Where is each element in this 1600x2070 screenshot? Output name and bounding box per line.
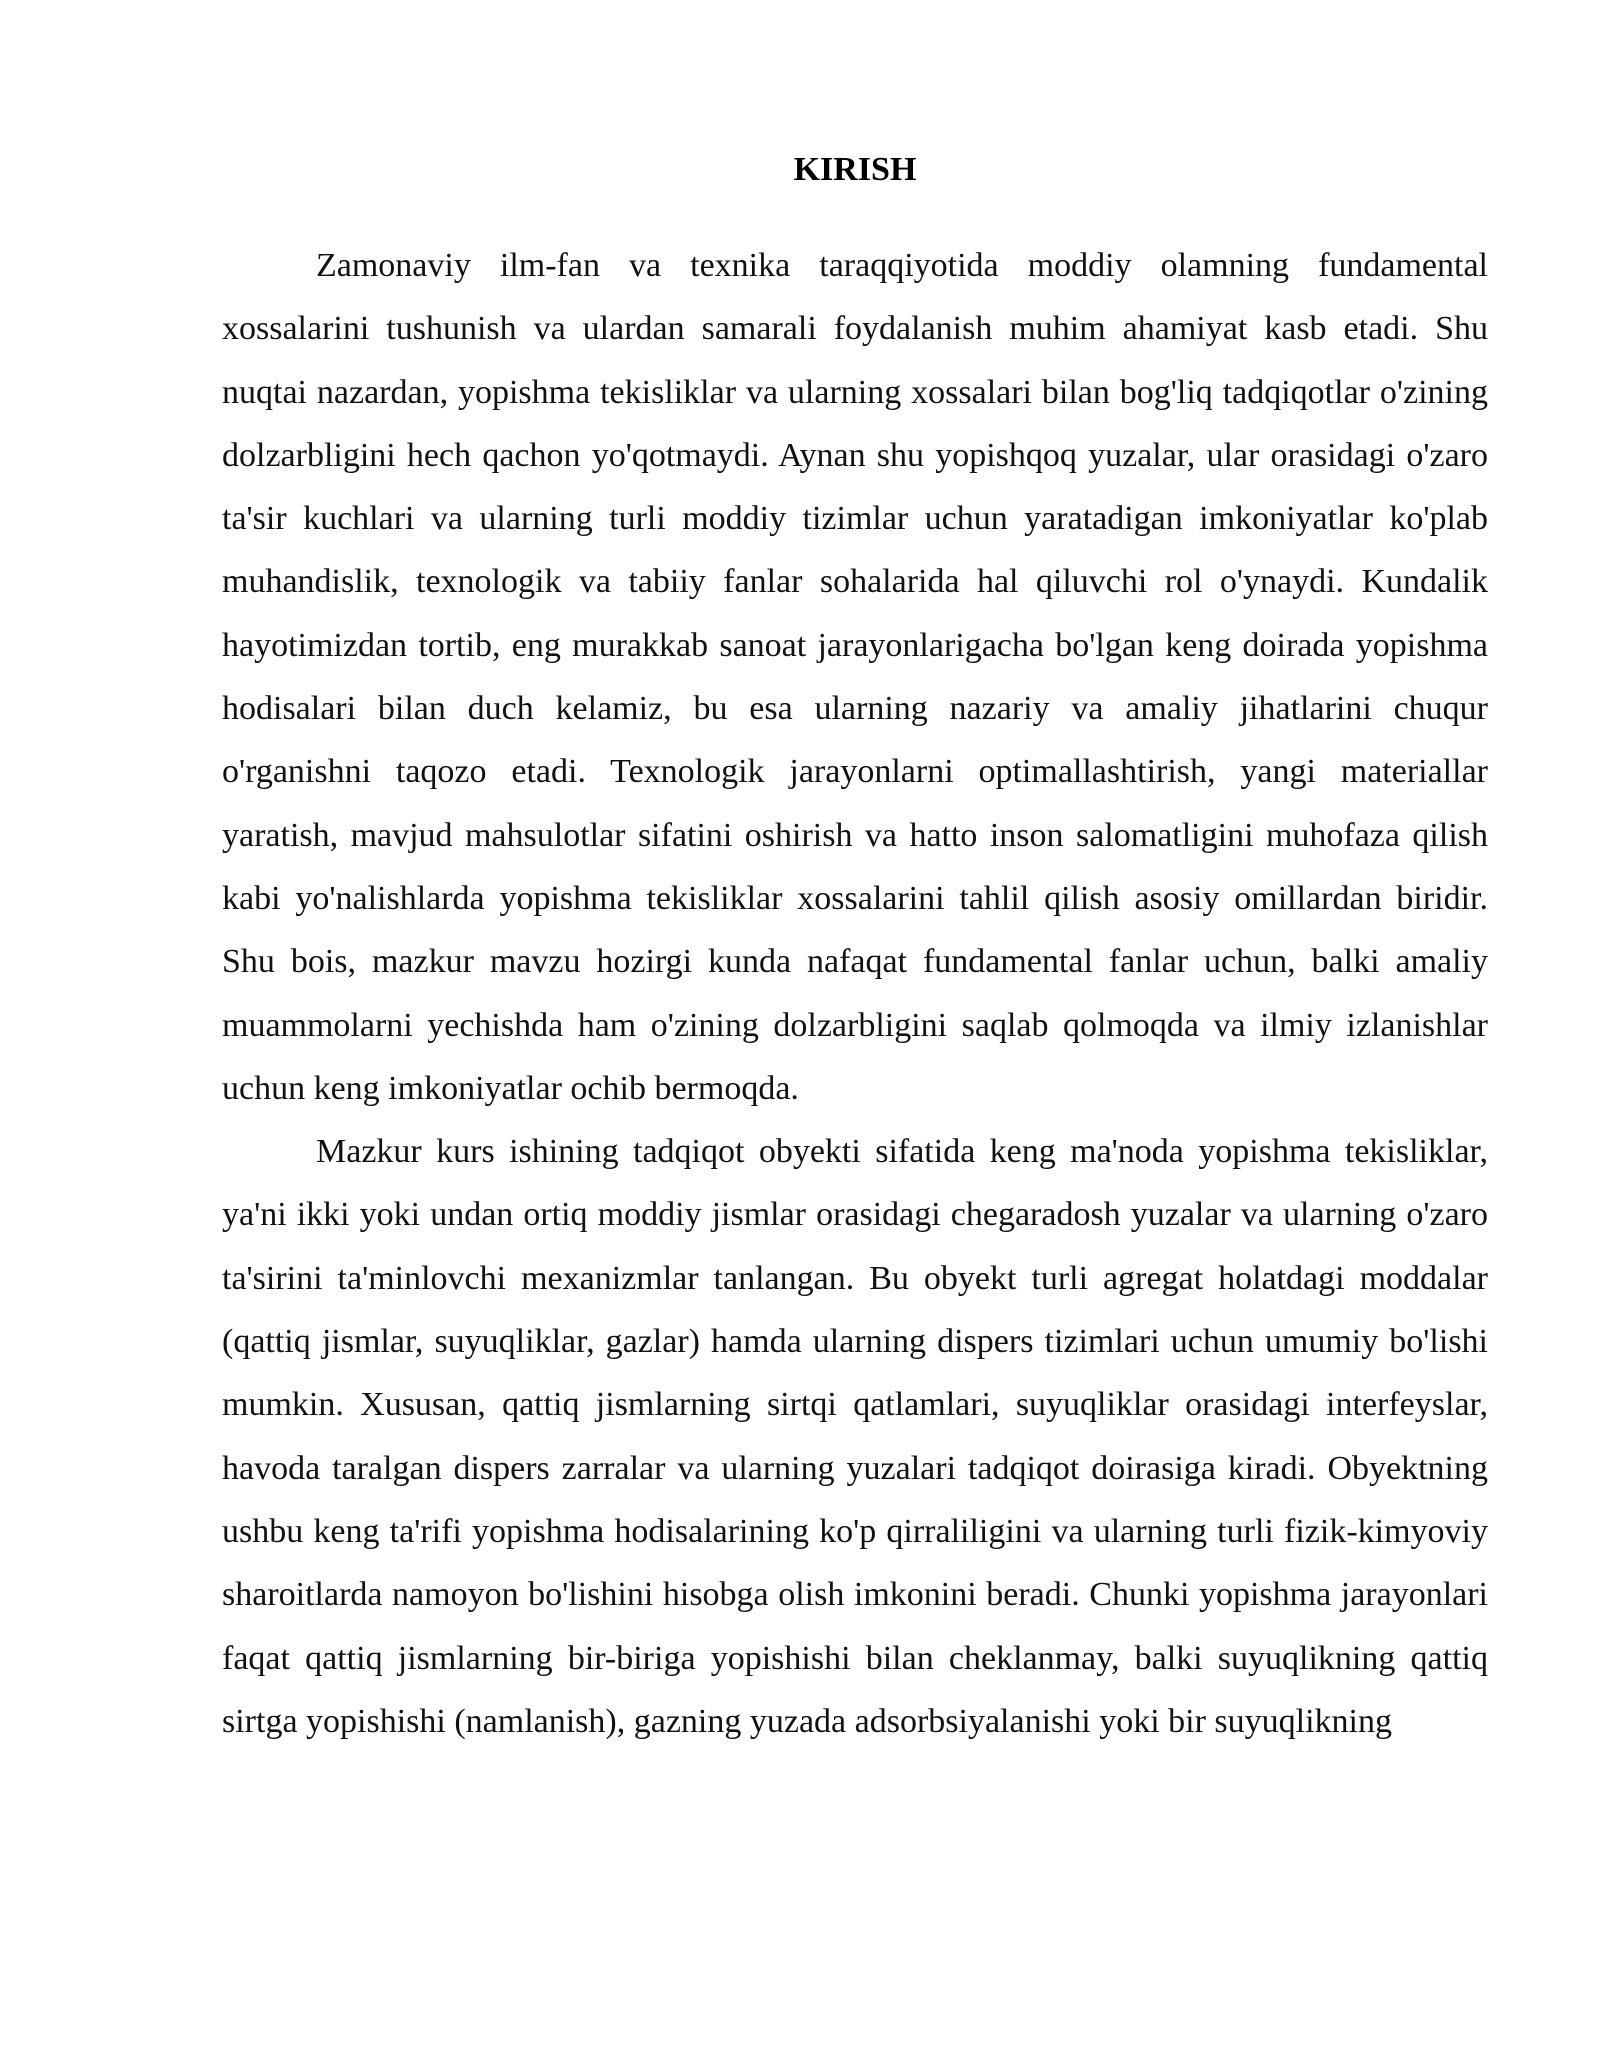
body-text	[222, 234, 1488, 1753]
paragraph-1: Zamonaviy ilm-fan va texnika taraqqiyotida moddiy olamning fundamental xossalarini tushunish va ulardan samarali foydalanish muhim ahamiyat kasb etadi. Shu nuqtai nazardan, yopishma tekisliklar va ularning xossalari bilan bog'liq tadqiqotlar o'zining dolzarbligini hech qachon yo'qotmaydi. Aynan shu yopishqoq yuzalar, ular orasidagi o'zaro ta'sir kuchlari va ularning turli moddiy tizimlar uchun yaratadigan imkoniyatlar ko'plab muhandislik, texnologik va tabiiy fanlar sohalarida hal qiluvchi rol o'ynaydi. Kundalik hayotimizdan tortib, eng murakkab sanoat jarayonlarigacha bo'lgan keng doirada yopishma hodisalari bilan duch kelamiz, bu esa ularning nazariy va amaliy jihatlarini chuqur o'rganishni taqozo etadi. Texnologik jarayonlarni optimallashtirish, yangi materiallar yaratish, mavjud mahsulotlar sifatini oshirish va hatto inson salomatligini muhofaza qilish kabi yo'nalishlarda yopishma tekisliklar xossalarini tahlil qilish asosiy omillardan biridir. Shu bois, mazkur mavzu hozirgi kunda nafaqat fundamental fanlar uchun, balki amaliy muammolarni yechishda ham o'zining dolzarbligini saqlab qolmoqda va ilmiy izlanishlar uchun keng imkoniyatlar ochib bermoqda.	[222, 247, 1488, 1107]
paragraph-2: Mazkur kurs ishining tadqiqot obyekti sifatida keng ma'noda yopishma tekisliklar, ya'ni ikki yoki undan ortiq moddiy jismlar orasidagi chegaradosh yuzalar va ularning o'zaro ta'sirini ta'minlovchi mexanizmlar tanlangan. Bu obyekt turli agregat holatdagi moddalar (qattiq jismlar, suyuqliklar, gazlar) hamda ularning dispers tizimlari uchun umumiy bo'lishi mumkin. Xususan, qattiq jismlarning sirtqi qatlamlari, suyuqliklar orasidagi interfeyslar, havoda taralgan dispers zarralar va ularning yuzalari tadqiqot doirasiga kiradi. Obyektning ushbu keng ta'rifi yopishma hodisalarining ko'p qirraliligini va ularning turli fizik-kimyoviy sharoitlarda namoyon bo'lishini hisobga olish imkonini beradi. Chunki yopishma jarayonlari faqat qattiq jismlarning bir-biriga yopishishi bilan cheklanmay, balki suyuqlikning qattiq sirtga yopishishi (namlanish), gazning yuzada adsorbsiyalanishi yoki bir suyuqlikning	[222, 1133, 1488, 1740]
page-title: KIRISH	[793, 151, 917, 188]
